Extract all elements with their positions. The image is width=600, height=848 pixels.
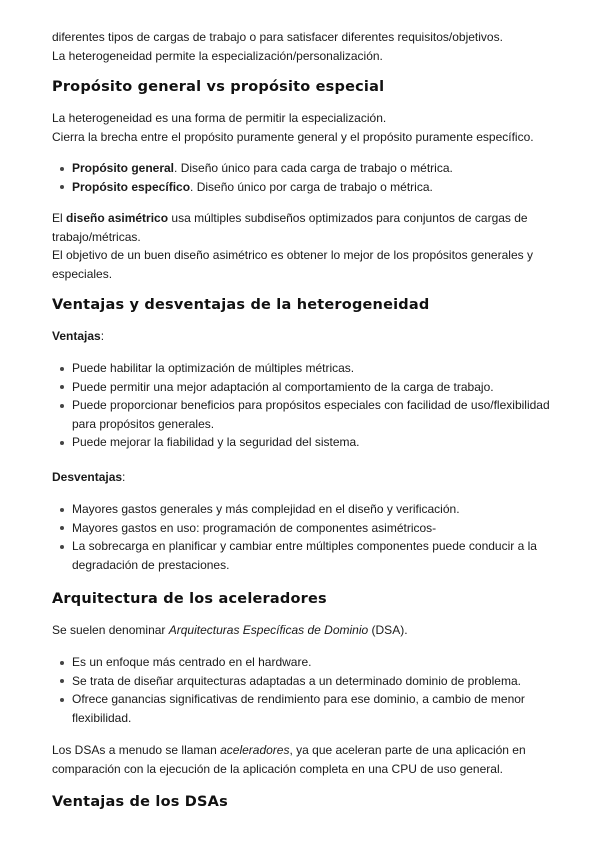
- text-run: , ya que aceleran parte de una aplicación en comparación con la ejecución de la aplicación completa en una CPU de uso general.: [52, 743, 526, 776]
- desventajas-label: [52, 468, 552, 487]
- text-run: usa múltiples subdiseños optimizados para conjuntos de cargas de trabajo/métricas.: [52, 211, 528, 244]
- bullet-bold: Propósito específico: [72, 179, 191, 194]
- ventajas-label: [52, 327, 552, 346]
- bullet-bold: Propósito general: [72, 161, 175, 175]
- intro-line-1: diferentes tipos de cargas de trabajo o para satisfacer diferentes requisitos/objetivos.: [52, 30, 503, 44]
- heading-proposito: Propósito general vs propósito especial: [52, 79, 385, 95]
- sec1-paragraph-1: [52, 109, 552, 146]
- sec1-p3: El objetivo de un buen diseño asimétrico es obtener lo mejor de los propósitos generales y especiales.: [52, 248, 533, 281]
- heading-arquitectura-aceleradores: Arquitectura de los aceleradores: [52, 591, 327, 607]
- intro-line-2: La heterogeneidad permite la especialización/personalización.: [52, 48, 383, 63]
- sec1-paragraph-2: [52, 209, 552, 283]
- sec3-bullet-list: [52, 653, 552, 727]
- sec1-p1-line2: Cierra la brecha entre el propósito puramente general y el propósito puramente específico.: [52, 129, 534, 144]
- text-run: (DSA).: [368, 623, 408, 637]
- desventajas-list: [52, 500, 552, 574]
- label-bold: Desventajas: [52, 470, 123, 484]
- heading-ventajas-desventajas: Ventajas y desventajas de la heterogeneidad: [52, 297, 430, 313]
- list-item: Se trata de diseñar arquitecturas adaptadas a un determinado dominio de problema.: [52, 672, 552, 691]
- sec1-bullet-list: [52, 159, 552, 196]
- sec3-paragraph-1: [52, 621, 552, 640]
- sec1-p2: [52, 209, 552, 246]
- list-item: Mayores gastos generales y más complejidad en el diseño y verificación.: [52, 500, 552, 519]
- list-item: Puede mejorar la fiabilidad y la seguridad del sistema.: [52, 433, 552, 452]
- text-italic: aceleradores: [220, 743, 290, 757]
- heading-ventajas-dsas: Ventajas de los DSAs: [52, 794, 228, 810]
- intro-paragraph: [52, 28, 552, 65]
- list-item: [52, 178, 552, 197]
- list-item: Ofrece ganancias significativas de rendimiento para ese dominio, a cambio de menor flexibilidad.: [52, 690, 552, 727]
- text-italic: Arquitecturas Específicas de Dominio: [168, 623, 369, 637]
- list-item: Es un enfoque más centrado en el hardware.: [52, 653, 552, 672]
- list-item: Puede proporcionar beneficios para propósitos especiales con facilidad de uso/flexibilidad para propósitos generales.: [52, 396, 552, 433]
- bullet-text: . Diseño único para cada carga de trabajo o métrica.: [174, 161, 453, 175]
- text-run: El: [52, 211, 67, 225]
- sec3-paragraph-2: [52, 741, 552, 778]
- list-item: Mayores gastos en uso: programación de componentes asimétricos-: [52, 519, 552, 538]
- sec1-p1-line1: La heterogeneidad es una forma de permitir la especialización.: [52, 111, 387, 125]
- label-colon: :: [122, 470, 126, 484]
- ventajas-list: [52, 359, 552, 452]
- bullet-text: . Diseño único por carga de trabajo o métrica.: [190, 179, 433, 194]
- list-item: La sobrecarga en planificar y cambiar entre múltiples componentes puede conducir a la degradación de prestaciones.: [52, 537, 552, 574]
- label-bold: Ventajas: [52, 329, 101, 343]
- list-item: [52, 159, 552, 178]
- text-run: Los DSAs a menudo se llaman: [52, 743, 221, 757]
- text-run: Se suelen denominar: [52, 623, 169, 637]
- list-item: Puede permitir una mejor adaptación al comportamiento de la carga de trabajo.: [52, 378, 552, 397]
- label-colon: :: [100, 329, 105, 343]
- text-bold: diseño asimétrico: [66, 211, 169, 225]
- list-item: Puede habilitar la optimización de múltiples métricas.: [52, 359, 552, 378]
